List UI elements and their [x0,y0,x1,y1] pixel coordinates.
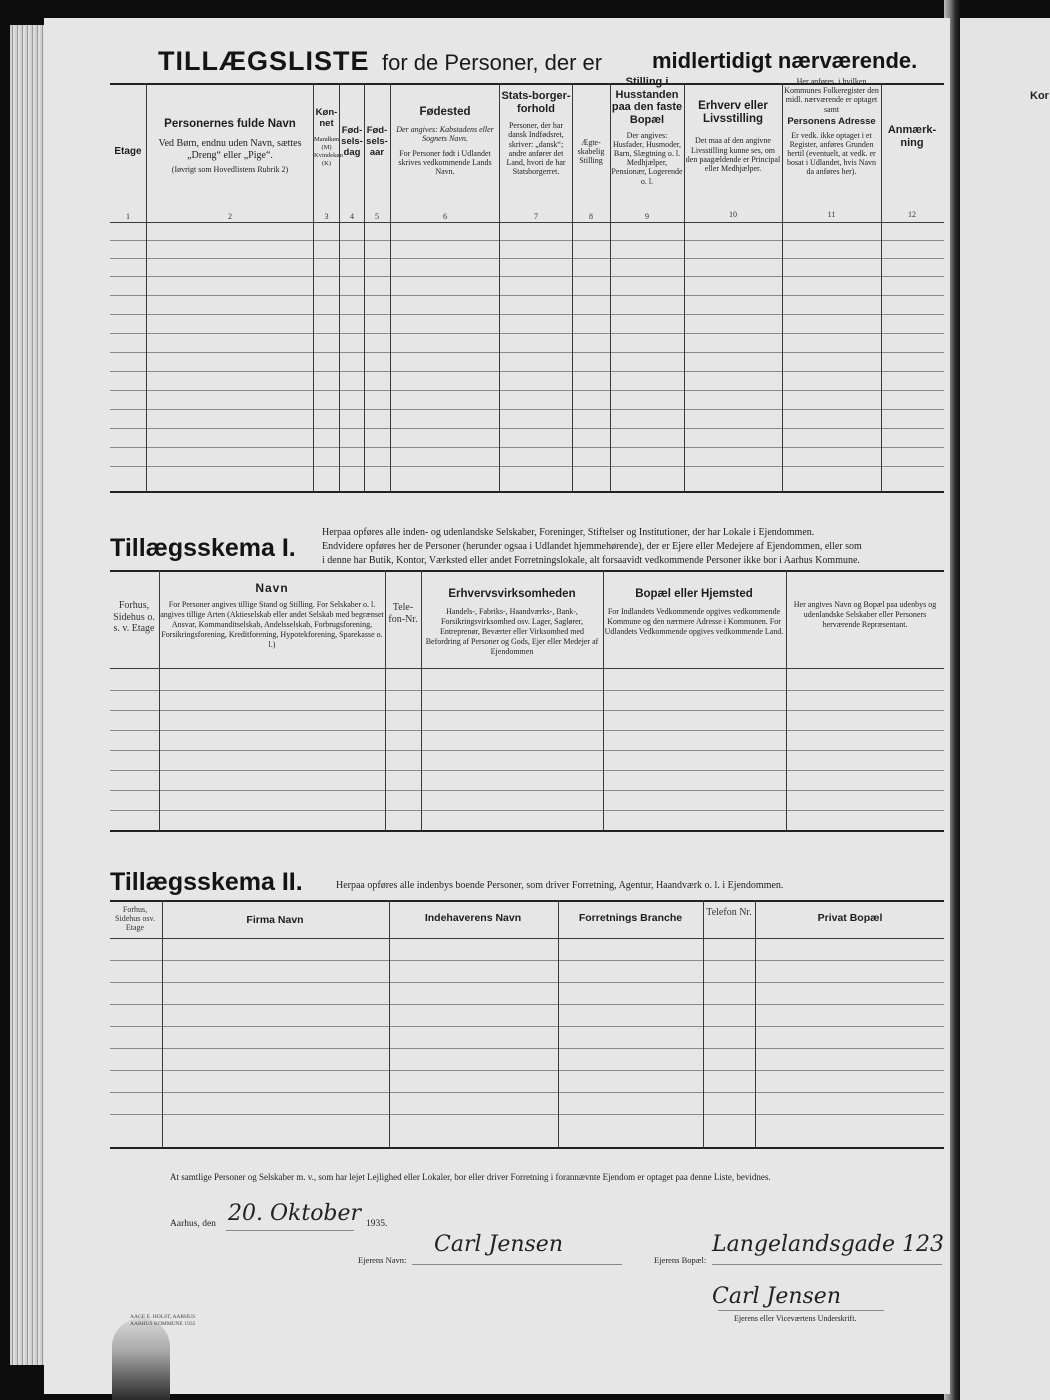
skema2-column-line [389,900,390,1148]
col-stats-cell [500,90,572,176]
list-header-rule [110,222,944,223]
date-handwriting: 20. Oktober [228,1201,362,1226]
list-column-line [146,83,147,492]
skema2-header-rule [110,938,944,939]
s2-col-telefon-head: Telefon Nr. [706,907,752,918]
footer-declaration: At samtlige Personer og Selskaber m. v., som har lejet Lejlighed eller Lokaler, bor eller driver Forretning i forannævnte Ejendom er optaget paa denne Liste, bevidnes. [170,1172,771,1182]
col-number: 7 [534,212,538,221]
col-erhverv-head: Erhverv eller Livsstilling [698,100,768,126]
col-fodested-note: For Personer født i Udlandet skrives vedkommende Lands Navn. [398,148,492,176]
printer-mark-2: AARHUS KOMMUNE 1935 [130,1321,196,1327]
owner-name-label: Ejerens Navn: [358,1255,407,1265]
col-name-desc: Ved Børn, endnu uden Navn, sættes „Dreng“ eller „Pige“. [158,138,302,161]
s2-col-branche-head: Forretnings Branche [578,912,683,924]
list-row-line [110,352,944,353]
skema1-row-line [110,690,944,691]
list-row-line [110,371,944,372]
s1-col-navn-head: Navn [255,581,289,595]
s1-col-erhverv-desc: Handels-, Fabriks-, Haandværks-, Bank-, Forsikringsvirksomhed osv. Lager, Saglører, Entreprenør, Beværter eller Virksomhed med Befordring af Personer og Gods, Ejer eller Medejer af Ejendommen [425,607,599,657]
list-row-line [110,295,944,296]
skema1-row-line [110,730,944,731]
skema1-header-rule [110,668,944,669]
skema1-title: Tillægsskema I. [110,534,296,562]
skema2-row-line [110,1048,944,1049]
skema2-column-line [162,900,163,1148]
page-stack-edge [10,25,46,1365]
printer-mark-1: AAGE E. HOLST, AARHUS [130,1314,196,1320]
col-anmaerkning-head: Anmærk-ning [887,124,937,149]
s2-col-indehaver-head: Indehaverens Navn [424,912,522,924]
col-fodselsdag-head: Fød-sels-dag [341,125,363,158]
date-line [226,1230,354,1231]
skema2-row-line [110,1092,944,1093]
page-tab [112,1318,170,1400]
skema2-row-line [110,1004,944,1005]
facing-page [958,18,1050,1400]
col-fodested-cell [392,106,498,176]
skema2-row-line [110,1070,944,1071]
col-erhverv-desc: Det maa af den angivne Livsstilling kunne ses, om den paagældende er Principal eller Medhjælper. [685,136,781,173]
s2-col-etage-head: Forhus, Sidehus osv. Etage [115,905,155,933]
col-adresse-pre: Her anføres, i hvilken Kommunes Folkeregister den midl. nærværende er optaget samt [784,77,879,114]
skema2-column-line [755,900,756,1148]
list-row-line [110,390,944,391]
skema1-intro-line-3: i denne har Butik, Kontor, Værksted eller andet Forretningslokale, alt forsaavidt vedkommende Personer ikke bor i Aarhus Kommune. [322,555,860,566]
col-stilling-desc: Der angives: Husfader, Husmoder, Barn, Slægtning o. l. Medhjælper, Pensionær, Logerende o. l. [611,130,683,186]
col-number: 1 [126,212,130,221]
col-adresse-head: Personens Adresse [787,115,876,127]
owner-address-handwriting: Langelandsgade 123 [712,1232,944,1257]
list-row-line [110,466,944,467]
skema1-row-line [110,710,944,711]
col-kon-head: Køn-net [315,107,338,129]
col-number: 2 [228,212,232,221]
skema1-bottom-rule [110,830,944,832]
s1-col-repr-cell [788,600,942,630]
col-stats-head: Stats-borger-forhold [501,90,571,115]
list-row-line [110,447,944,448]
footer-place: Aarhus, den [170,1219,216,1229]
skema1-column-line [786,570,787,831]
signature-line [718,1310,884,1311]
owner-name-handwriting: Carl Jensen [434,1232,563,1257]
skema2-bottom-rule [110,1147,944,1149]
s1-col-navn-desc: For Personer angives tillige Stand og Stilling. For Selskaber o. l. angives tillige Arten (Aktieselskab eller andet Selskab med begrænset Ansvar, Kommanditselskab, Andelsselskab, Forbrugsforening, Forsikringsforening, Kreditforening, Hypotekforening, Sparekasse o. l.) [160,599,384,649]
skema2-row-line [110,960,944,961]
skema1-row-line [110,790,944,791]
skema1-row-line [110,750,944,751]
s1-col-bopael-head: Bopæl eller Hjemsted [635,588,753,600]
s1-col-repr-desc: Her angives Navn og Bopæl paa udenbys og udenlandske Selskaber eller Personers herværende Repræsentant. [793,600,937,629]
skema2-row-line [110,1114,944,1115]
s1-col-bopael-desc: For Indlandets Vedkommende opgives vedkommende Kommune og den nærmere Adresse i Kommunen. For Udlandets Vedkommende opgives vedkommende Land. [604,607,784,637]
skema1-row-line [110,770,944,771]
skema2-top-rule [110,900,944,902]
skema2-row-line [110,982,944,983]
page-title-rest: for de Personer, der er [382,50,603,75]
col-number: 5 [375,212,379,221]
list-row-line [110,409,944,410]
list-row-line [110,314,944,315]
col-number: 6 [443,212,447,221]
s1-col-erhverv-cell [422,588,602,657]
col-name-head: Personernes fulde Navn [164,118,296,130]
col-number: 9 [645,212,649,221]
skema2-intro: Herpaa opføres alle indenbys boende Personer, som driver Forretning, Agentur, Haandværk o. l. i Ejendommen. [336,880,784,891]
s1-col-erhverv-head: Erhvervsvirksomheden [448,588,576,600]
skema1-row-line [110,810,944,811]
col-aegte-head: Ægte-skabelig Stilling [577,138,605,166]
page-title: TILLÆGSLISTE [158,46,370,76]
list-row-line [110,333,944,334]
list-column-line [390,83,391,492]
col-erhverv-cell [685,100,781,173]
col-stilling-cell [611,76,683,186]
page-title-bold: midlertidigt nærværende. [652,48,918,73]
s1-col-etage-head: Forhus, Sidehus o. s. v. Etage [113,600,155,634]
footer-year: 1935. [366,1219,388,1229]
col-number: 3 [324,212,329,221]
list-bottom-rule [110,491,944,493]
s1-col-navn-cell [160,582,384,650]
col-name-note: (Iøvrigt som Hovedlistens Rubrik 2) [171,165,289,175]
col-number: 12 [908,210,916,219]
col-etage-head: Etage [114,146,142,157]
owner-address-line [712,1264,942,1265]
list-row-line [110,276,944,277]
col-fodested-desc: Der angives: Kabstadens eller Sognets Navn. [396,125,494,144]
col-number: 11 [827,210,836,219]
col-kon-cell [314,107,343,168]
skema2-row-line [110,1026,944,1027]
col-name-cell [148,118,312,174]
col-kon-desc: Mandkøn (M) Kvindekøn (K) [314,135,343,167]
col-adresse-desc: Er vedk. ikke optaget i et Register, anføres Grunden hertil (eventuelt, at vedk. er bosat i Udlandet, hvis Navn da anføres her). [786,130,877,177]
facing-page-text: Kor [1030,90,1049,102]
owner-name-line [412,1264,622,1265]
col-number: 10 [729,210,737,219]
skema2-column-line [703,900,704,1148]
s1-col-bopael-cell [604,588,784,637]
list-row-line [110,240,944,241]
skema1-intro-line-1: Herpaa opføres alle inden- og udenlandske Selskaber, Foreninger, Stiftelser og Institutioner, der har Lokale i Ejendommen. [322,527,815,538]
owner-address-label: Ejerens Bopæl: [654,1255,707,1265]
skema1-intro-line-2: Endvidere opføres her de Personer (herunder ogsaa i Udlandet hjemmehørende), der er Ejere eller Medejere af Ejendommen, eller som [322,541,862,552]
col-adresse-cell [783,77,880,177]
s1-col-telefon-head: Tele-fon-Nr. [388,602,418,625]
col-number: 4 [350,212,354,221]
skema2-title: Tillægsskema II. [110,868,303,896]
list-row-line [110,428,944,429]
signature-label: Ejerens eller Viceværtens Underskrift. [734,1314,857,1323]
signature-handwriting: Carl Jensen [712,1284,841,1309]
s2-col-bopael-head: Privat Bopæl [817,912,883,924]
col-fodested-head: Fødested [419,106,471,118]
col-stilling-head: Stilling i Husstanden paa den faste Bopæl [611,76,683,126]
list-row-line [110,258,944,259]
col-stats-desc: Personer, der har dansk Indfødsret, skriver: „dansk“; andre anfører det Land, hvori de har Statsborgerret. [506,121,566,177]
col-number: 8 [589,212,593,221]
skema1-top-rule [110,570,944,572]
form-page [44,18,950,1394]
skema2-column-line [558,900,559,1148]
s2-col-firma-head: Firma Navn [246,914,304,926]
col-fodselsaar-head: Fød-sels-aar [366,125,388,158]
